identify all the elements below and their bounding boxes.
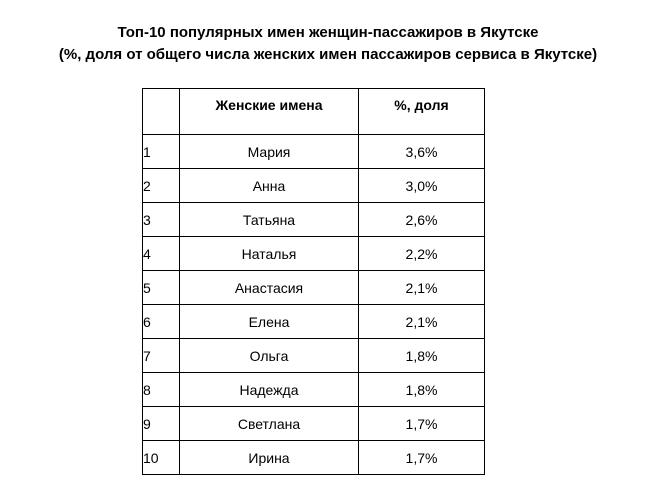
table-row [143, 135, 485, 169]
table-row [143, 373, 485, 407]
row-pct: 1,7% [359, 441, 485, 475]
names-table [142, 88, 485, 475]
table-header-row [143, 89, 485, 135]
header-name: Женские имена [180, 89, 359, 135]
row-pct: 1,7% [359, 407, 485, 441]
row-pct: 1,8% [359, 339, 485, 373]
row-name: Елена [180, 305, 359, 339]
row-name: Светлана [180, 407, 359, 441]
table-row [143, 339, 485, 373]
header-pct: %, доля [359, 89, 485, 135]
table-row [143, 271, 485, 305]
row-name: Ольга [180, 339, 359, 373]
row-name: Ирина [180, 441, 359, 475]
header-num [143, 89, 180, 135]
row-num: 5 [143, 271, 180, 305]
row-num: 2 [143, 169, 180, 203]
row-name: Мария [180, 135, 359, 169]
row-num: 3 [143, 203, 180, 237]
table-row [143, 441, 485, 475]
row-name: Надежда [180, 373, 359, 407]
row-pct: 2,1% [359, 305, 485, 339]
row-num: 1 [143, 135, 180, 169]
row-pct: 3,0% [359, 169, 485, 203]
page-title [0, 22, 656, 66]
row-name: Анна [180, 169, 359, 203]
row-num: 4 [143, 237, 180, 271]
table-row [143, 203, 485, 237]
row-num: 10 [143, 441, 180, 475]
row-num: 6 [143, 305, 180, 339]
row-pct: 2,2% [359, 237, 485, 271]
row-name: Анастасия [180, 271, 359, 305]
row-pct: 1,8% [359, 373, 485, 407]
row-num: 8 [143, 373, 180, 407]
table-row [143, 407, 485, 441]
table-row [143, 305, 485, 339]
row-pct: 2,1% [359, 271, 485, 305]
row-num: 9 [143, 407, 180, 441]
row-pct: 2,6% [359, 203, 485, 237]
row-name: Татьяна [180, 203, 359, 237]
title-line-1: Топ-10 популярных имен женщин-пассажиров в Якутске [117, 24, 539, 41]
title-line-2: (%, доля от общего числа женских имен пассажиров сервиса в Якутске) [58, 46, 598, 63]
table-row [143, 169, 485, 203]
row-pct: 3,6% [359, 135, 485, 169]
table-row [143, 237, 485, 271]
row-name: Наталья [180, 237, 359, 271]
row-num: 7 [143, 339, 180, 373]
